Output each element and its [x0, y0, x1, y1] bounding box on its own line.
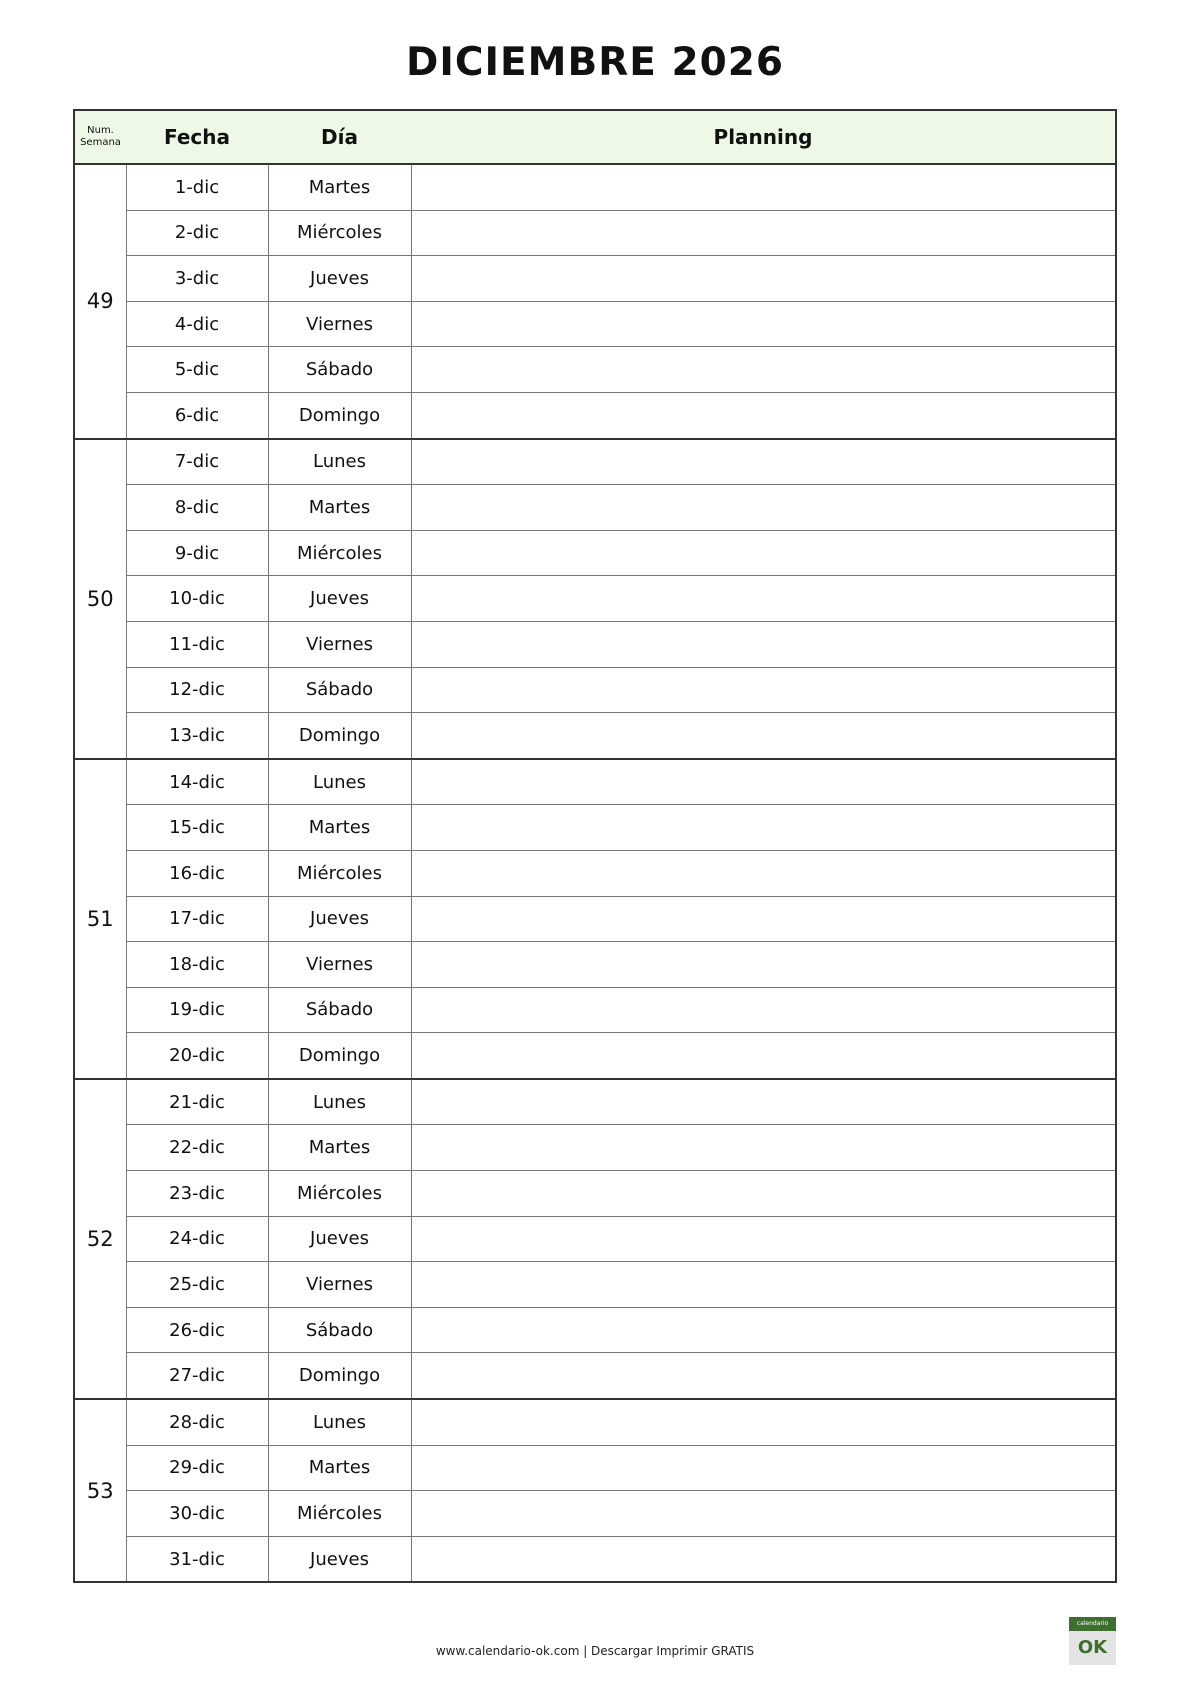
date-cell: 31-dic	[126, 1536, 268, 1582]
date-cell: 27-dic	[126, 1353, 268, 1399]
day-cell: Domingo	[268, 392, 411, 438]
date-cell: 12-dic	[126, 667, 268, 713]
day-cell: Miércoles	[268, 530, 411, 576]
date-cell: 3-dic	[126, 256, 268, 302]
day-cell: Jueves	[268, 1536, 411, 1582]
date-cell: 23-dic	[126, 1171, 268, 1217]
planning-cell[interactable]	[411, 576, 1116, 622]
date-cell: 5-dic	[126, 347, 268, 393]
planning-cell[interactable]	[411, 1491, 1116, 1537]
table-row	[74, 896, 1116, 942]
day-cell: Miércoles	[268, 210, 411, 256]
date-cell: 19-dic	[126, 987, 268, 1033]
week-number-cell: 50	[74, 439, 126, 759]
planning-cell[interactable]	[411, 392, 1116, 438]
table-row	[74, 392, 1116, 438]
planning-cell[interactable]	[411, 805, 1116, 851]
date-cell: 28-dic	[126, 1399, 268, 1445]
day-cell: Martes	[268, 805, 411, 851]
table-row	[74, 1262, 1116, 1308]
planning-cell[interactable]	[411, 439, 1116, 485]
day-cell: Domingo	[268, 1353, 411, 1399]
planning-cell[interactable]	[411, 1536, 1116, 1582]
table-row	[74, 1033, 1116, 1079]
day-cell: Sábado	[268, 1307, 411, 1353]
date-cell: 7-dic	[126, 439, 268, 485]
date-cell: 16-dic	[126, 850, 268, 896]
day-cell: Domingo	[268, 713, 411, 759]
table-row	[74, 713, 1116, 759]
week-number-cell: 51	[74, 759, 126, 1079]
planning-header: Planning	[411, 110, 1116, 164]
date-cell: 4-dic	[126, 301, 268, 347]
day-cell: Viernes	[268, 621, 411, 667]
table-row	[74, 256, 1116, 302]
table-body	[74, 164, 1116, 1582]
planning-cell[interactable]	[411, 485, 1116, 531]
week-number-header-line2: Semana	[80, 137, 121, 148]
table-row	[74, 1216, 1116, 1262]
date-cell: 17-dic	[126, 896, 268, 942]
date-cell: 25-dic	[126, 1262, 268, 1308]
table-row	[74, 1125, 1116, 1171]
table-row	[74, 621, 1116, 667]
table-row	[74, 805, 1116, 851]
table-row	[74, 347, 1116, 393]
table-row	[74, 667, 1116, 713]
planning-cell[interactable]	[411, 1307, 1116, 1353]
planning-cell[interactable]	[411, 621, 1116, 667]
week-number-cell: 52	[74, 1079, 126, 1399]
date-cell: 9-dic	[126, 530, 268, 576]
day-header: Día	[268, 110, 411, 164]
calendario-ok-logo[interactable]	[1069, 1617, 1116, 1665]
table-row	[74, 1536, 1116, 1582]
table-row	[74, 987, 1116, 1033]
planning-cell[interactable]	[411, 1445, 1116, 1491]
day-cell: Martes	[268, 164, 411, 210]
date-cell: 6-dic	[126, 392, 268, 438]
day-cell: Sábado	[268, 347, 411, 393]
table-header	[74, 110, 1116, 164]
date-cell: 30-dic	[126, 1491, 268, 1537]
planning-cell[interactable]	[411, 667, 1116, 713]
day-cell: Lunes	[268, 439, 411, 485]
planning-cell[interactable]	[411, 164, 1116, 210]
day-cell: Martes	[268, 1125, 411, 1171]
date-header: Fecha	[126, 110, 268, 164]
table-row	[74, 439, 1116, 485]
week-number-cell: 49	[86, 289, 114, 314]
day-cell: Domingo	[268, 1033, 411, 1079]
planner-table	[73, 109, 1117, 1583]
table-row	[74, 1353, 1116, 1399]
planning-cell[interactable]	[411, 530, 1116, 576]
day-cell: Martes	[268, 485, 411, 531]
table-row	[74, 1399, 1116, 1445]
planning-cell[interactable]	[411, 850, 1116, 896]
logo-ok-text: OK	[1077, 1637, 1108, 1658]
day-cell: Miércoles	[268, 850, 411, 896]
planning-cell[interactable]	[411, 256, 1116, 302]
planning-cell[interactable]	[411, 1079, 1116, 1125]
date-cell: 21-dic	[126, 1079, 268, 1125]
date-cell: 29-dic	[126, 1445, 268, 1491]
planning-cell[interactable]	[411, 713, 1116, 759]
day-cell: Viernes	[268, 301, 411, 347]
planning-cell[interactable]	[411, 1171, 1116, 1217]
date-cell: 26-dic	[126, 1307, 268, 1353]
day-cell: Jueves	[268, 576, 411, 622]
date-cell: 1-dic	[126, 164, 268, 210]
table-row	[74, 210, 1116, 256]
planning-cell[interactable]	[411, 1125, 1116, 1171]
table-row	[74, 1171, 1116, 1217]
planning-cell[interactable]	[411, 759, 1116, 805]
table-row	[74, 850, 1116, 896]
week-number-header-line1: Num.	[87, 125, 114, 136]
day-cell: Viernes	[268, 1262, 411, 1308]
planning-cell[interactable]	[411, 1399, 1116, 1445]
planning-cell[interactable]	[411, 1216, 1116, 1262]
day-cell: Lunes	[268, 759, 411, 805]
day-cell: Jueves	[268, 896, 411, 942]
table-row	[74, 1445, 1116, 1491]
date-cell: 11-dic	[126, 621, 268, 667]
page-title: DICIEMBRE 2026	[406, 40, 784, 85]
footer-text: www.calendario-ok.com | Descargar Imprimir GRATIS	[435, 1644, 755, 1658]
table-row	[74, 1079, 1116, 1125]
table-row	[74, 301, 1116, 347]
table-row	[74, 485, 1116, 531]
date-cell: 13-dic	[126, 713, 268, 759]
table-row	[74, 759, 1116, 805]
day-cell: Lunes	[268, 1079, 411, 1125]
day-cell: Miércoles	[268, 1171, 411, 1217]
week-number-cell: 53	[74, 1399, 126, 1582]
table-row	[74, 942, 1116, 988]
planning-cell[interactable]	[411, 1262, 1116, 1308]
table-row	[74, 1491, 1116, 1537]
date-cell: 8-dic	[126, 485, 268, 531]
day-cell: Miércoles	[268, 1491, 411, 1537]
table-row	[74, 164, 1116, 210]
table-row	[74, 530, 1116, 576]
date-cell: 2-dic	[126, 210, 268, 256]
logo-top-text: calendario	[1069, 1617, 1116, 1631]
planning-cell[interactable]	[411, 942, 1116, 988]
planning-cell[interactable]	[411, 1353, 1116, 1399]
date-cell: 18-dic	[126, 942, 268, 988]
day-cell: Sábado	[268, 667, 411, 713]
planning-cell[interactable]	[411, 987, 1116, 1033]
planning-cell[interactable]	[411, 896, 1116, 942]
planning-cell[interactable]	[411, 1033, 1116, 1079]
date-cell: 24-dic	[126, 1216, 268, 1262]
date-cell: 10-dic	[126, 576, 268, 622]
date-cell: 20-dic	[126, 1033, 268, 1079]
day-cell: Jueves	[268, 256, 411, 302]
day-cell: Viernes	[268, 942, 411, 988]
table-row	[74, 576, 1116, 622]
date-cell: 15-dic	[126, 805, 268, 851]
planning-cell[interactable]	[411, 210, 1116, 256]
week-number-header	[74, 110, 126, 164]
day-cell: Martes	[268, 1445, 411, 1491]
planning-cell[interactable]	[411, 347, 1116, 393]
day-cell: Jueves	[268, 1216, 411, 1262]
planning-cell[interactable]	[411, 301, 1116, 347]
date-cell: 14-dic	[126, 759, 268, 805]
day-cell: Lunes	[268, 1399, 411, 1445]
table-row	[74, 1307, 1116, 1353]
date-cell: 22-dic	[126, 1125, 268, 1171]
day-cell: Sábado	[268, 987, 411, 1033]
